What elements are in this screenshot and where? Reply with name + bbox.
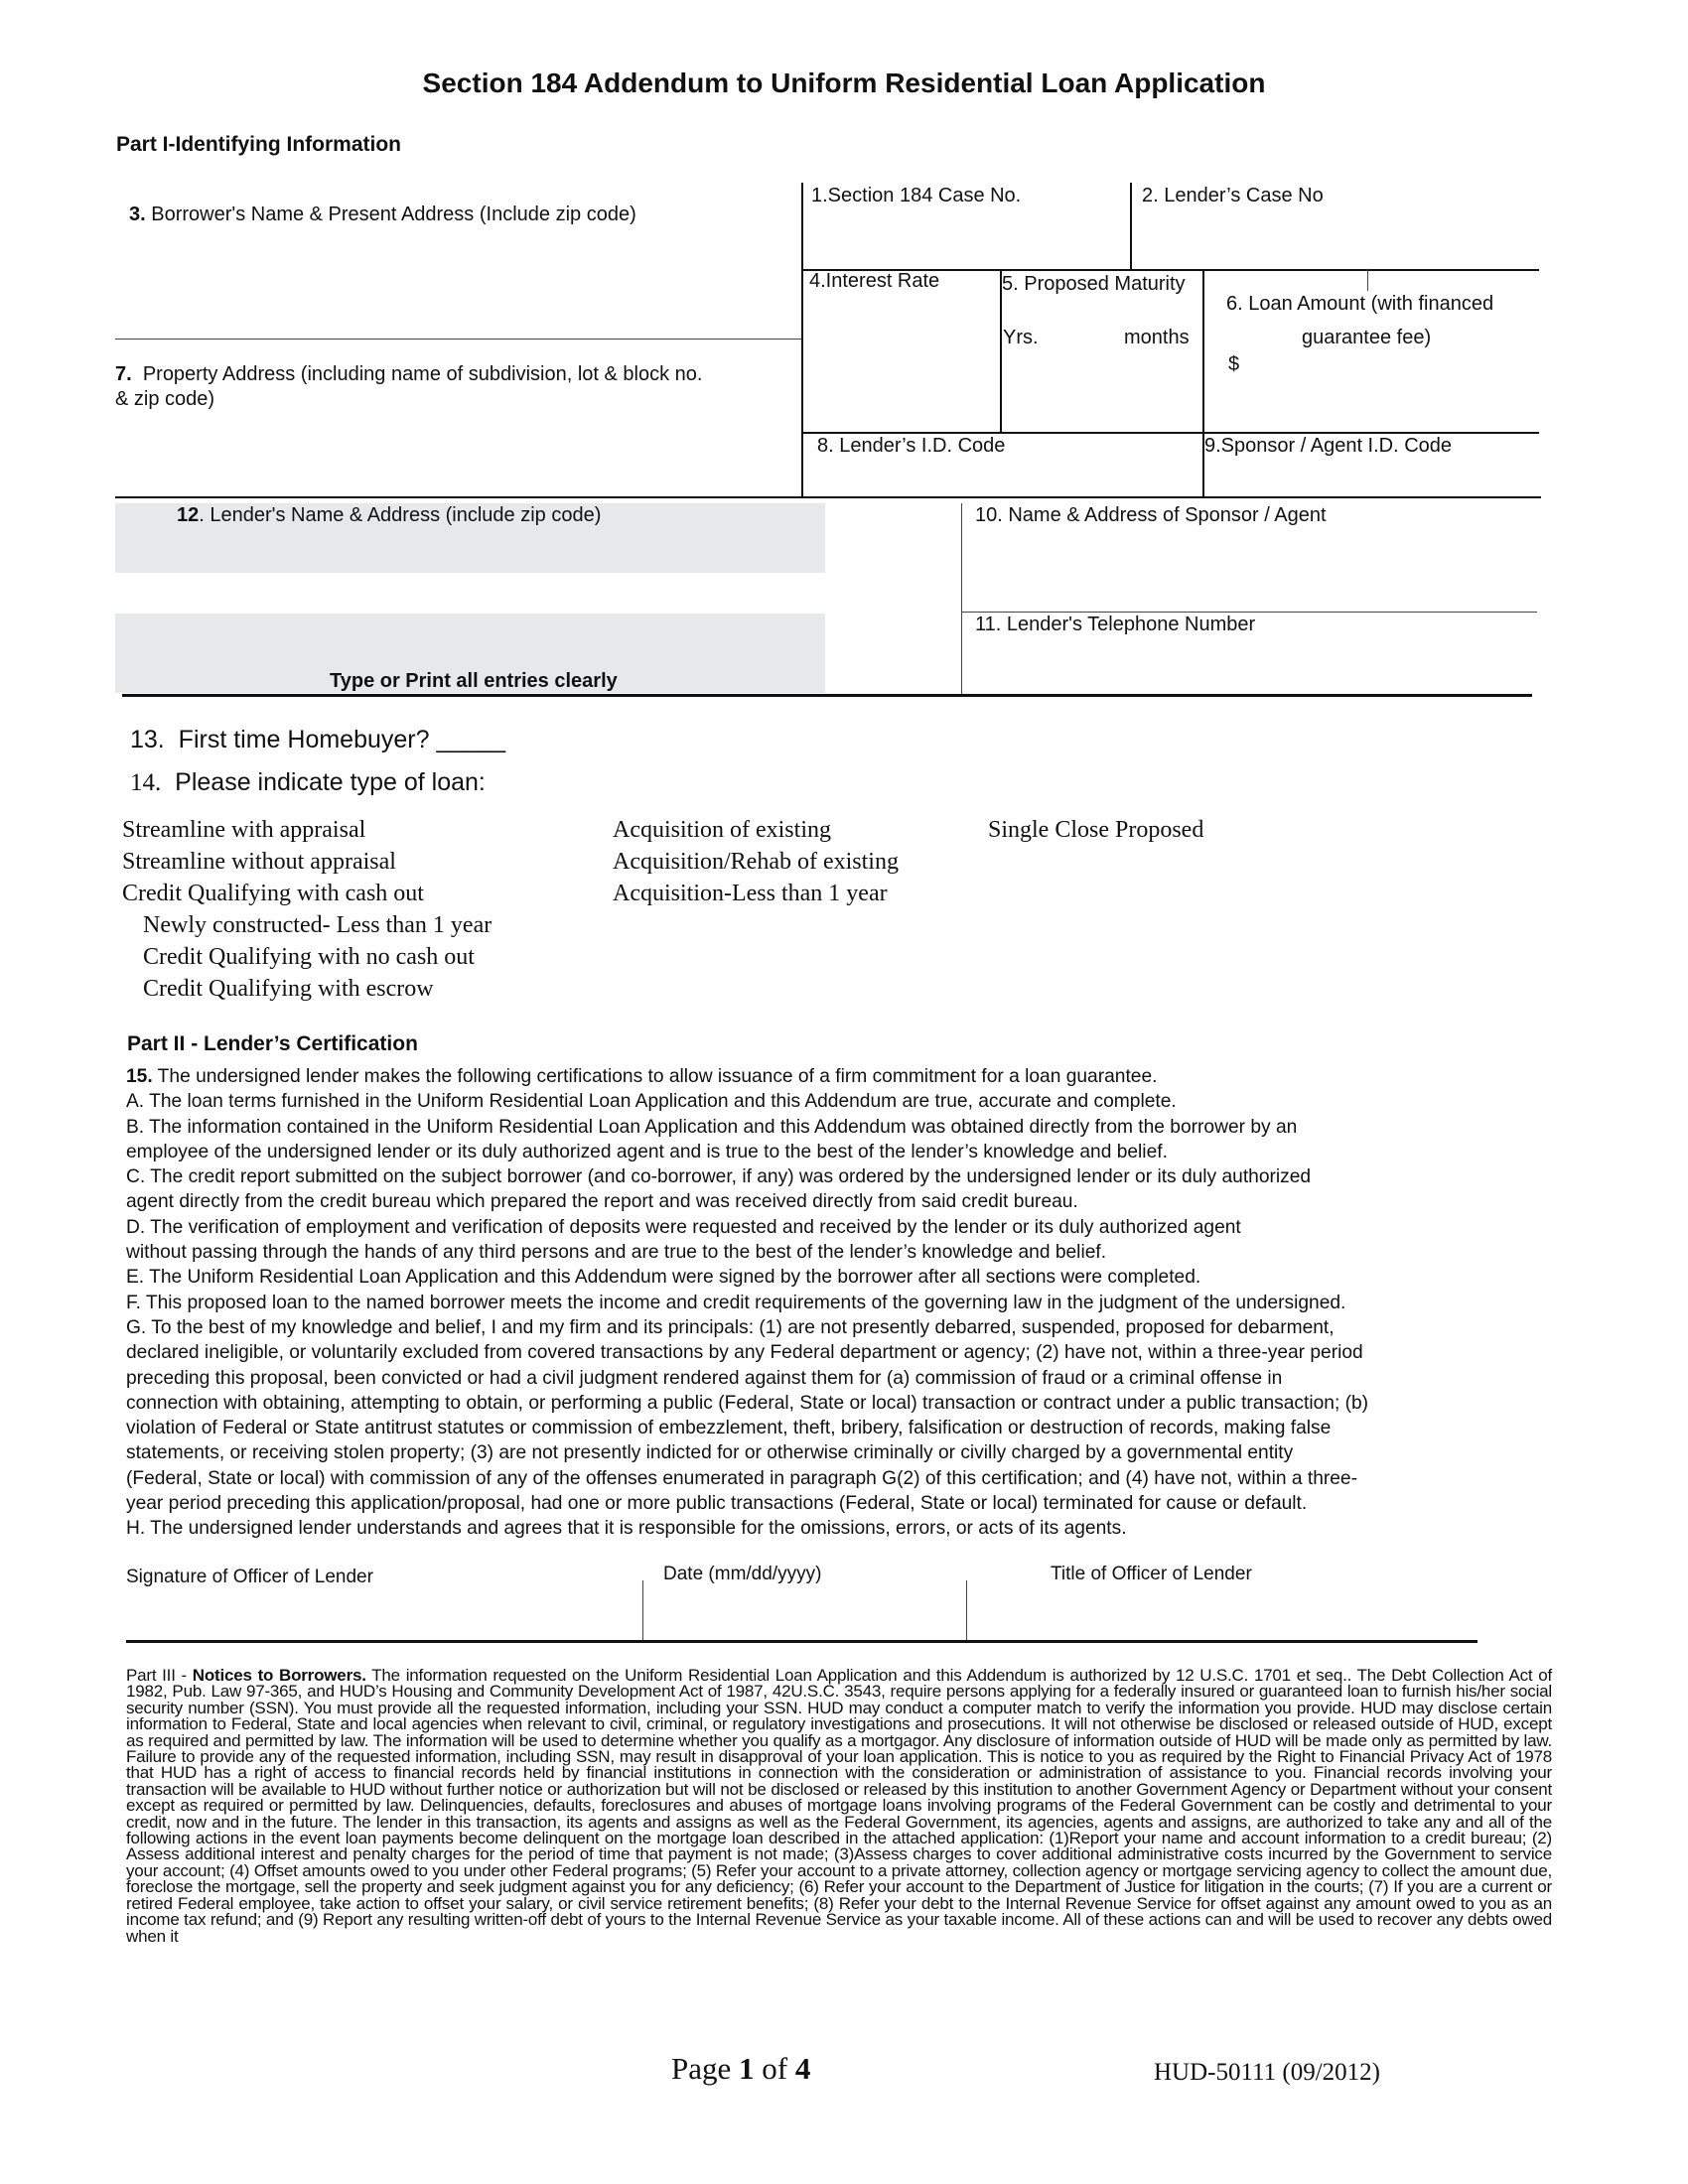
grid-divider	[1202, 269, 1204, 498]
grid-divider	[961, 503, 962, 695]
loan-type-option[interactable]: Acquisition/Rehab of existing	[613, 849, 899, 875]
grid-divider	[1130, 183, 1132, 270]
field-property-address-label: 7. Property Address (including name of subdivision, lot & block no.	[115, 363, 703, 385]
maturity-years-label: Yrs.	[1003, 327, 1039, 348]
certification-line: C. The credit report submitted on the subject borrower (and co-borrower, if any) was ordered by the undersigned lender or its duly authorized	[126, 1166, 1312, 1188]
certification-line: violation of Federal or State antitrust statutes or commission of embezzlement, theft, bribery, falsification or destruction of records, making false	[126, 1418, 1332, 1439]
type-print-instruction: Type or Print all entries clearly	[330, 670, 618, 692]
grid-divider	[115, 496, 1541, 498]
officer-title-label: Title of Officer of Lender	[1051, 1564, 1252, 1584]
certification-line: G. To the best of my knowledge and belief, I and my firm and its principals: (1) are not presently debarred, suspended, proposed for debarment,	[126, 1316, 1335, 1338]
question-loan-type: 14. Please indicate type of loan:	[130, 768, 486, 796]
page-number: Page 1 of 4	[671, 2051, 811, 2086]
certification-line: D. The verification of employment and verification of deposits were requested and received by the lender or its duly authorized agent	[126, 1216, 1241, 1238]
signature-divider	[642, 1580, 643, 1642]
field-case-no-label: 1.Section 184 Case No.	[811, 185, 1022, 206]
certification-line: H. The undersigned lender understands and agrees that it is responsible for the omissions, errors, or acts of its agents.	[126, 1518, 1127, 1540]
certification-line: F. This proposed loan to the named borrower meets the income and credit requirements of the governing law in the judgment of the undersigned.	[126, 1292, 1346, 1313]
field-lender-name-label: 12. Lender's Name & Address (include zip code)	[177, 504, 602, 526]
form-number: HUD-50111 (09/2012)	[1154, 2059, 1380, 2086]
grid-divider	[115, 339, 801, 340]
field-sponsor-id-label: 9.Sponsor / Agent I.D. Code	[1204, 435, 1453, 457]
field-lender-id-label: 8. Lender’s I.D. Code	[817, 435, 1006, 457]
loan-type-option[interactable]: Acquisition-Less than 1 year	[613, 881, 888, 906]
signature-divider	[966, 1580, 967, 1642]
certification-line: (Federal, State or local) with commission of any of the offenses enumerated in paragraph G(2) of this certification; and (4) have not, within a three-	[126, 1467, 1357, 1489]
field-sponsor-name-label: 10. Name & Address of Sponsor / Agent	[975, 504, 1327, 526]
loan-type-option[interactable]: Acquisition of existing	[613, 817, 831, 843]
certification-line: year period preceding this application/proposal, had one or more public transactions (Federal, State or local) terminated for cause or default.	[126, 1493, 1308, 1515]
loan-type-option[interactable]: Credit Qualifying with escrow	[143, 976, 434, 1002]
certification-line: B. The information contained in the Uniform Residential Loan Application and this Addendum was obtained directly from the borrower by an	[126, 1116, 1298, 1138]
notice-to-borrowers: Part III - Notices to Borrowers. The information requested on the Uniform Residential Loan Application and this Addendum is authorized by 12 U.S.C. 1701 et seq.. The Debt Collection Act of 1982, Pub. Law 97-365, and HUD’s Housing and Community Development Act of 1987, 42U.S.C. 3543, require persons applying for a federally insured or guaranteed loan to furnish his/her social security number (SSN). You must provide all the requested information, including your SSN. HUD may conduct a computer match to verify the information you provide. HUD may disclose certain information to Federal, State and local agencies when relevant to civil, criminal, or regulatory investigations and prosecutions. It will not otherwise be disclosed or released outside of HUD, except as required and permitted by law. The information will be used to determine whether you qualify as a mortgagor. Any disclosure of information outside of HUD will be made only as permitted by law. Failure to provide any of the requested information, including SSN, may result in disapproval of your loan application. This is notice to you as required by the Right to Financial Privacy Act of 1978 that HUD has a right of access to financial records held by financial institutions in connection with the consideration or administration of assistance to you. Financial records involving your transaction will be available to HUD without further notice or authorization but will not be disclosed or released by this institution to another Government Agency or Department without your consent except as required or permitted by law. Delinquencies, defaults, foreclosures and abuses of mortgage loans involving programs of the Federal Government can be costly and detrimental to your credit, now and in the future. The lender in this transaction, its agents and assigns as well as the Federal Government, its agencies, agents and assigns, are authorized to take any and all of the following actions in the event loan payments become delinquent on the mortgage loan described in the attached application: (1)Report your name and account information to a credit bureau; (2) Assess additional interest and penalty charges for the period of time that payment is not made; (3)Assess charges to cover additional administrative costs incurred by the Government to service your account; (4) Offset amounts owed to you under other Federal programs; (5) Refer your account to a private attorney, collection agency or mortgage servicing agency to collect the amount due, foreclose the mortgage, sell the property and seek judgment against you for any deficiency; (6) Refer your account to the Department of Justice for litigation in the courts; (7) If you are a current or retired Federal employee, take action to offset your salary, or civil service retirement benefits; (8) Refer your debt to the Internal Revenue Service for offset against any amount owed to you as an income tax refund; and (9) Report any resulting written-off debt of yours to the Internal Revenue Service as your taxable income. All of these actions can and will be used to recover any debts owed when it	[126, 1666, 1553, 1946]
field-loan-amount-label: 6. Loan Amount (with financed	[1226, 293, 1494, 315]
field-proposed-maturity-label: 5. Proposed Maturity	[1002, 273, 1186, 295]
loan-type-option[interactable]: Credit Qualifying with no cash out	[143, 944, 475, 970]
loan-amount-dollar-sign: $	[1228, 353, 1240, 375]
form-title: Section 184 Addendum to Uniform Residential Loan Application	[422, 68, 1266, 98]
loan-type-option[interactable]: Streamline without appraisal	[122, 849, 396, 875]
field-interest-rate-label: 4.Interest Rate	[809, 270, 940, 292]
loan-type-column-1	[122, 814, 492, 1005]
part1-heading: Part I-Identifying Information	[116, 133, 401, 156]
question-first-time-homebuyer: 13. First time Homebuyer? _____	[130, 726, 505, 753]
field-borrower-name-label: 3. Borrower's Name & Present Address (Include zip code)	[129, 204, 636, 225]
date-label: Date (mm/dd/yyyy)	[663, 1564, 822, 1584]
grid-divider	[801, 183, 803, 498]
field-property-address-label-cont: & zip code)	[115, 388, 215, 410]
certification-line: without passing through the hands of any third persons and are true to the best of the lender’s knowledge and belief.	[126, 1242, 1107, 1264]
field-lender-case-no-label: 2. Lender’s Case No	[1142, 185, 1324, 206]
grid-divider	[1367, 269, 1368, 291]
field-lender-phone-label: 11. Lender's Telephone Number	[975, 614, 1256, 635]
loan-type-option[interactable]: Credit Qualifying with cash out	[122, 881, 424, 906]
signature-line	[126, 1640, 1477, 1643]
loan-type-column-3	[988, 814, 1203, 846]
signature-label: Signature of Officer of Lender	[126, 1567, 373, 1587]
certification-line: statements, or receiving stolen property; (3) are not presently indicted for or otherwise criminally or civilly charged by a governmental entity	[126, 1442, 1294, 1464]
certification-line: E. The Uniform Residential Loan Application and this Addendum were signed by the borrower after all sections were completed.	[126, 1267, 1201, 1289]
loan-type-column-2	[613, 814, 899, 909]
maturity-months-label: months	[1124, 327, 1190, 348]
loan-type-option[interactable]: Single Close Proposed	[988, 817, 1204, 843]
loan-type-option[interactable]: Streamline with appraisal	[122, 817, 366, 843]
loan-type-option[interactable]: Newly constructed- Less than 1 year	[143, 912, 492, 938]
certification-line: agent directly from the credit bureau which prepared the report and was received directly from said credit bureau.	[126, 1191, 1078, 1213]
certification-line: A. The loan terms furnished in the Uniform Residential Loan Application and this Addendum are true, accurate and complete.	[126, 1091, 1177, 1113]
certification-line: employee of the undersigned lender or its duly authorized agent and is true to the best of the lender’s knowledge and belief.	[126, 1141, 1168, 1162]
part2-heading: Part II - Lender’s Certification	[127, 1032, 418, 1055]
certification-line: connection with obtaining, attempting to obtain, or performing a public (Federal, State or local) transaction or contract under a public transaction; (b)	[126, 1392, 1369, 1414]
field-loan-amount-sublabel: guarantee fee)	[1302, 327, 1432, 348]
certification-line: preceding this proposal, been convicted or had a civil judgment rendered against them for (a) commission of fraud or a criminal offense in	[126, 1367, 1283, 1389]
certification-line: declared ineligible, or voluntarily excluded from covered transactions by any Federal department or agency; (2) have not, within a three-year period	[126, 1342, 1363, 1364]
certification-intro: 15. The undersigned lender makes the following certifications to allow issuance of a firm commitment for a loan guarantee.	[126, 1066, 1158, 1087]
lender-certification	[126, 1064, 1586, 1542]
grid-divider	[122, 694, 1532, 697]
